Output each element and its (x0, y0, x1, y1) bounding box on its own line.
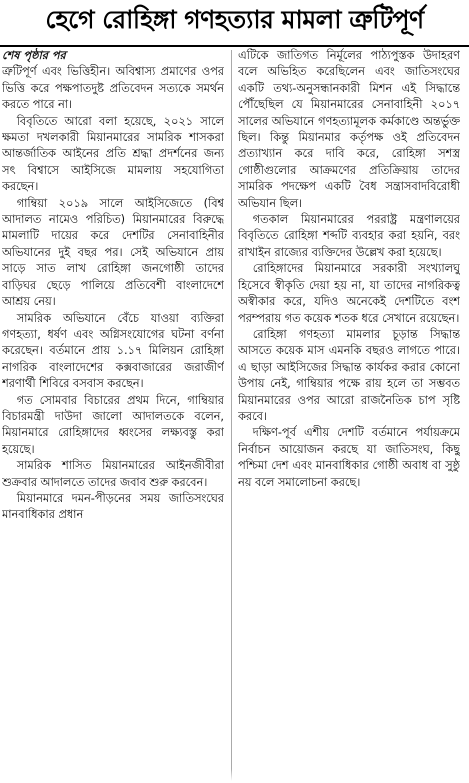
paragraph: গাম্বিয়া ২০১৯ সালে আইসিজেতে (বিশ্ব আদালত নামেও পরিচিত) মিয়ানমারের বিরুদ্ধে মামলাটি দায়ের করে দেশটির সেনাবাহিনীর অভিযানের দুই বছর পর। সেই অভিযানে প্রায় সাড়ে সাত লাখ রোহিঙ্গা জনগোষ্ঠী তাদের বাড়িঘর ছেড়ে পালিয়ে প্রতিবেশী বাংলাদেশে আশ্রয় নেয়। (2, 196, 224, 309)
left-column (2, 48, 224, 783)
continuation-label: শেষ পৃষ্ঠার পর (2, 49, 66, 62)
bottom-edge (0, 769, 469, 783)
paragraph: গত সোমবার বিচারের প্রথম দিনে, গাম্বিয়ার বিচারমন্ত্রী দাউদা জালো আদালতকে বলেন, মিয়ানমারে রোহিঙ্গাদের ধ্বংসের লক্ষ্যবস্তু করা হয়েছে। (2, 393, 224, 456)
paragraph: সামরিক শাসিত মিয়ানমারের আইনজীবীরা শুক্রবার আদালতে তাদের জবাব শুরু করবেন। (2, 459, 224, 489)
paragraph: গতকাল মিয়ানমারের পররাষ্ট্র মন্ত্রণালয়ের বিবৃতিতে রোহিঙ্গা শব্দটি ব্যবহার করা হয়নি, বরং রাখাইন রাজ্যের ব্যক্তিদের উল্লেখ করা হয়েছে। (238, 213, 460, 259)
right-column (238, 48, 460, 783)
paragraph: ত্রুটিপূর্ণ এবং ভিত্তিহীন। অবিশ্বাস্য প্রমাণের ওপর ভিত্তি করে পক্ষপাতদুষ্ট প্রতিবেদন সত্যকে সমর্থন করতে পারে না। (2, 65, 224, 112)
paragraph: দক্ষিণ-পূর্ব এশীয় দেশটি বর্তমানে পর্যায়ক্রমে নির্বাচন আয়োজন করছে যা জাতিসংঘ, কিছু পশ্চিমা দেশ এবং মানবাধিকার গোষ্ঠী অবাধ বা সুষ্ঠু নয় বলে সমালোচনা করছে। (238, 426, 460, 489)
paragraph: এটিকে জাতিগত নির্মূলের পাঠ্যপুস্তক উদাহরণ বলে অভিহিত করেছিলেন এবং জাতিসংঘের একটি তথ্য-অনুসন্ধানকারী মিশন এই সিদ্ধান্তে পৌঁছেছিল যে মিয়ানমারের সেনাবাহিনী ২০১৭ সালের অভিযানে গণহত্যামূলক কর্মকাণ্ডে অন্তর্ভুক্ত ছিল। কিন্তু মিয়ানমার কর্তৃপক্ষ ওই প্রতিবেদন প্রত্যাখ্যান করে দাবি করে, রোহিঙ্গা সশস্ত্র গোষ্ঠীগুলোর আক্রমণের প্রতিক্রিয়ায় তাদের সামরিক পদক্ষেপ একটি বৈধ সন্ত্রাসবাদবিরোধী অভিযান ছিল। (238, 49, 460, 210)
paragraph: রোহিঙ্গাদের মিয়ানমারে সরকারী সংখ্যালঘু হিসেবে স্বীকৃতি দেয়া হয় না, যা তাদের নাগরিকত্ব অস্বীকার করে, যদিও অনেকেই দেশটিতে বংশ পরম্পরায় গত কয়েক শতক ধরে সেখানে রয়েছেন। (238, 262, 460, 325)
headline-rule (0, 45, 469, 47)
headline: হেগে রোহিঙ্গা গণহত্যার মামলা ত্রুটিপূর্ণ (45, 4, 424, 34)
paragraph: সামরিক অভিযানে বেঁচে যাওয়া ব্যক্তিরা গণহত্যা, ধর্ষণ এবং অগ্নিসংযোগের ঘটনা বর্ণনা করেছেন। বর্তমানে প্রায় ১.১৭ মিলিয়ন রোহিঙ্গা নাগরিক বাংলাদেশের কক্সবাজারের জরাজীর্ণ শরণার্থী শিবিরে বসবাস করছেন। (2, 311, 224, 391)
paragraph: রোহিঙ্গা গণহত্যা মামলার চূড়ান্ত সিদ্ধান্ত আসতে কয়েক মাস এমনকি বছরও লাগতে পারে। এ ছাড়া আইসিজের সিদ্ধান্ত কার্যকর করার কোনো উপায় নেই, গাম্বিয়ার পক্ষে রায় হলে তা সম্ভবত মিয়ানমারের ওপর আরো রাজনৈতিক চাপ সৃষ্টি করবে। (238, 327, 460, 423)
paragraph: মিয়ানমারে দমন-পীড়নের সময় জাতিসংঘের মানবাধিকার প্রধান (2, 491, 224, 522)
column-divider (231, 50, 232, 783)
paragraph: বিবৃতিতে আরো বলা হয়েছে, ২০২১ সালে ক্ষমতা দখলকারী মিয়ানমারের সামরিক শাসকরা আন্তর্জাতিক আইনের প্রতি শ্রদ্ধা প্রদর্শনের জন্য সৎ বিশ্বাসে আইসিজে মামলায় সহযোগিতা করছেন। (2, 114, 224, 194)
